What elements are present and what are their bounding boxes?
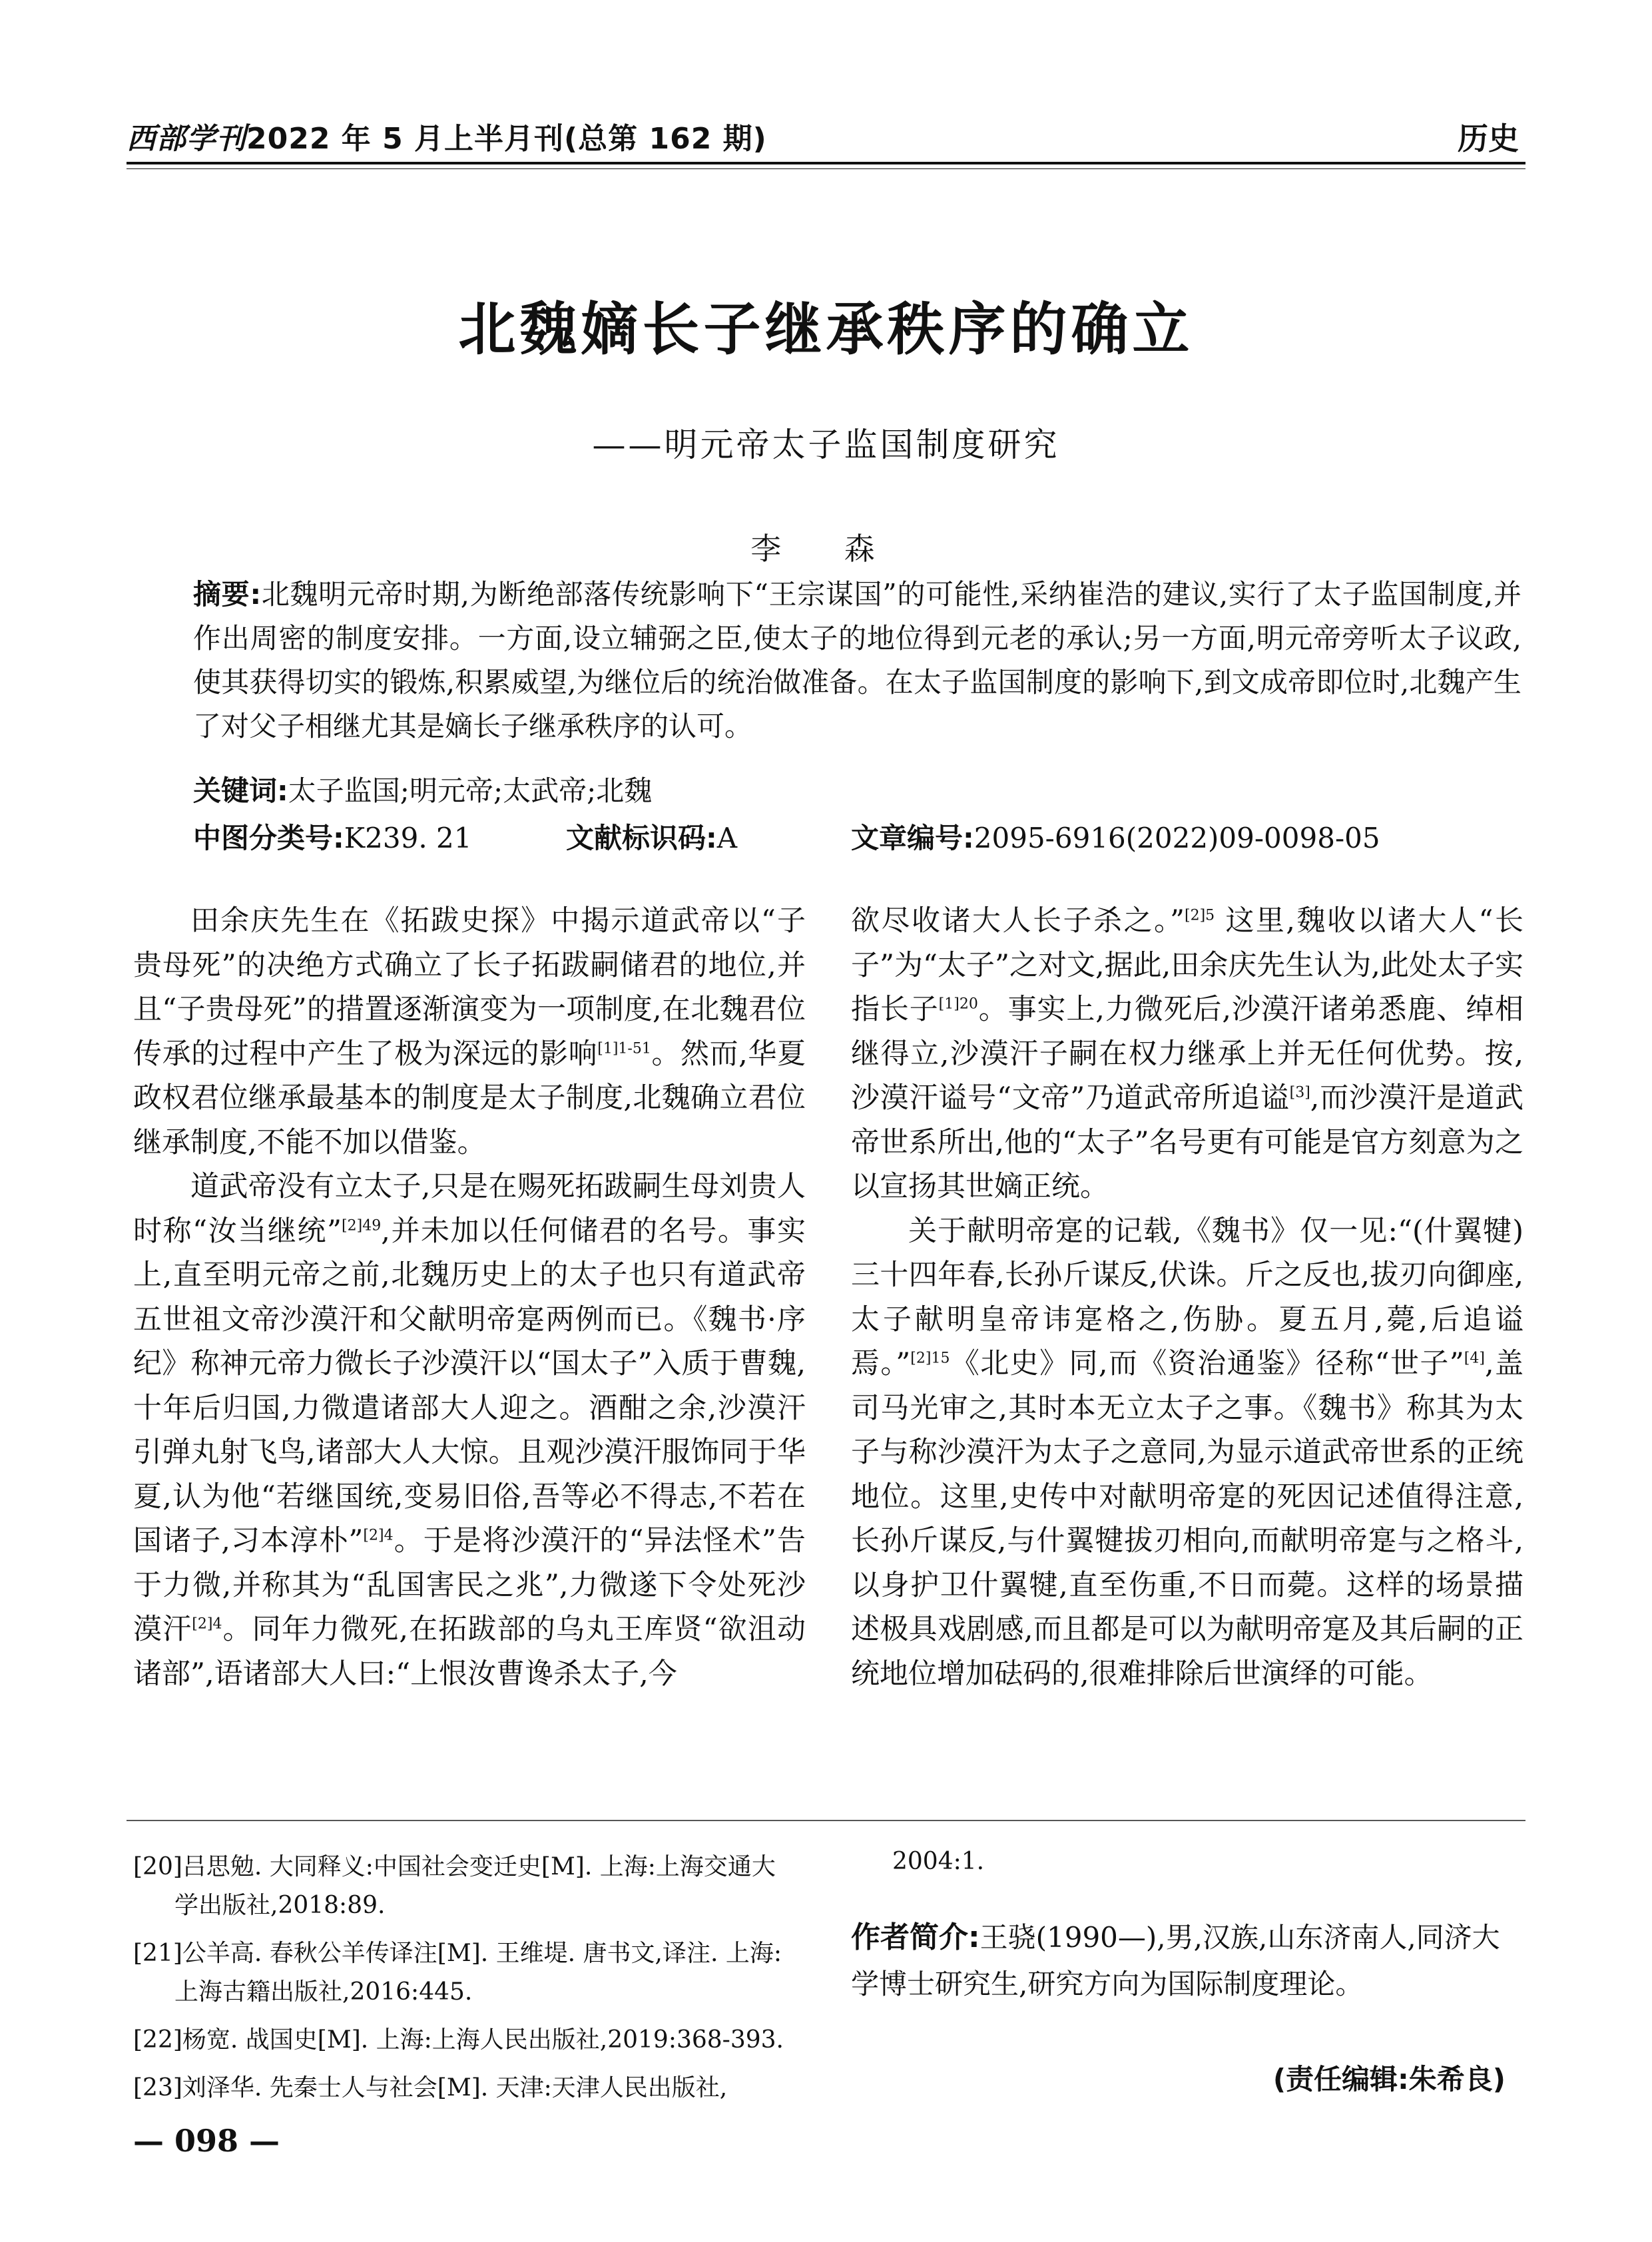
journal-header — [127, 115, 767, 157]
page-number: — 098 — — [133, 2123, 280, 2159]
author-bio-label: 作者简介: — [851, 1920, 980, 1954]
paragraph — [133, 899, 806, 1165]
paragraph-text: ,盖司马光审之,其时本无立太子之事。《魏书》称其为太子与称沙漠汗为太子之意同,为显示道武帝世系的正统地位。这里,史传中对献明帝寔的死因记述值得注意,长孙斤谋反,与什翼犍拔刃相向,而献明帝寔与之格斗,以身护卫什翼犍,直至伤重,不日而薨。这样的场景描述极具戏剧感,而且都是可以为献明帝寔及其后嗣的正统地位增加砝码的,很难排除后世演绎的可能。 — [851, 1347, 1524, 1691]
citation: [1]20 — [938, 995, 978, 1013]
citation: [2]4 — [192, 1615, 222, 1633]
keywords — [193, 769, 652, 809]
reference-list — [133, 1848, 799, 2117]
paragraph-text: 。同年力微死,在拓跋部的乌丸王库贤“欲沮动诸部”,语诸部大人曰:“上恨汝曹谗杀太子,今 — [133, 1613, 806, 1691]
header-divider-thin — [127, 168, 1525, 169]
body-column-right — [851, 899, 1523, 1696]
body-column-left — [133, 899, 806, 1696]
paragraph-text: ,并未加以任何储君的名号。事实上,直至明元帝之前,北魏历史上的太子也只有道武帝五世祖文帝沙漠汗和父献明帝寔两例而已。《魏书·序纪》称神元帝力微长子沙漠汗以“国太子”入质于曹魏,十年后归国,力微遣诸部大人迎之。酒酣之余,沙漠汗引弹丸射飞鸟,诸部大人大惊。且观沙漠汗服饰同于华夏,认为他“若继国统,变易旧俗,吾等必不得志,不若在国诸子,习本淳朴” — [133, 1214, 806, 1557]
responsible-editor: (责任编辑:朱希良) — [1272, 2063, 1506, 2096]
reference-item: [23]刘泽华. 先秦士人与社会[M]. 天津:天津人民出版社, — [133, 2074, 728, 2102]
keywords-label: 关键词: — [193, 774, 288, 807]
citation: [4] — [1464, 1350, 1485, 1367]
paragraph-text: 这里,魏收以诸大人“长子”为“太子”之对文,据此,田余庆先生认为,此处太子实指长子 — [851, 904, 1523, 1026]
clc-label: 中图分类号: — [193, 822, 344, 854]
citation: [2]4 — [363, 1527, 394, 1544]
article-number — [851, 816, 1380, 856]
keywords-text: 太子监国;明元帝;太武帝;北魏 — [288, 774, 653, 807]
clc-code — [193, 816, 471, 856]
journal-logo: 西部学刊 — [127, 122, 246, 156]
abstract-label: 摘要: — [193, 578, 262, 611]
reference-continuation: 2004:1. — [892, 1848, 985, 1875]
citation: [3] — [1289, 1084, 1310, 1101]
author-bio — [851, 1914, 1523, 2008]
clc-value: K239. 21 — [344, 822, 472, 854]
document-code-label: 文献标识码: — [566, 822, 717, 854]
article-number-value: 2095-6916(2022)09-0098-05 — [973, 822, 1380, 854]
article-number-label: 文章编号: — [851, 822, 974, 854]
paragraph-text: 。然而,华夏政权君位继承最基本的制度是太子制度,北魏确立君位继承制度,不能不加以借鉴。 — [133, 1037, 806, 1159]
header-divider — [127, 162, 1525, 164]
paragraph — [851, 899, 1523, 1209]
issue-info: 2022 年 5 月上半月刊(总第 162 期) — [246, 122, 767, 156]
paragraph-text: 。事实上,力微死后,沙漠汗诸弟悉鹿、绰相继得立,沙漠汗子嗣在权力继承上并无任何优势。按,沙漠汗谥号“文帝”乃道武帝所追谥 — [851, 993, 1523, 1115]
reference-item: [20]吕思勉. 大同释义:中国社会变迁史[M]. 上海:上海交通大学出版社,2018:89. — [133, 1853, 776, 1919]
paragraph-text: 《北史》同,而《资治通鉴》径称“世子” — [950, 1347, 1464, 1380]
paragraph-text: 田余庆先生在《拓跋史探》中揭示道武帝以“子贵母死”的决绝方式确立了长子拓跋嗣储君的地位,并且“子贵母死”的措置逐渐演变为一项制度,在北魏君位传承的过程中产生了极为深远的影响 — [133, 904, 806, 1071]
article-subtitle: ——明元帝太子监国制度研究 — [592, 425, 1060, 464]
abstract — [193, 573, 1521, 748]
article-author: 李 森 — [750, 531, 902, 567]
paragraph-text: 关于献明帝寔的记载,《魏书》仅一见:“(什翼犍)三十四年春,长孙斤谋反,伏诛。斤之反也,拔刃向御座,太子献明皇帝讳寔格之,伤胁。夏五月,薨,后追谥焉。” — [851, 1214, 1523, 1380]
abstract-text: 北魏明元帝时期,为断绝部落传统影响下“王宗谋国”的可能性,采纳崔浩的建议,实行了太子监国制度,并作出周密的制度安排。一方面,设立辅弼之臣,使太子的地位得到元老的承认;另一方面,明元帝旁听太子议政,使其获得切实的锻炼,积累威望,为继位后的统治做准备。在太子监国制度的影响下,到文成帝即位时,北魏产生了对父子相继尤其是嫡长子继承秩序的认可。 — [193, 578, 1521, 742]
citation: [2]5 — [1185, 907, 1215, 924]
reference-item: [21]公羊高. 春秋公羊传译注[M]. 王维堤. 唐书文,译注. 上海:上海古籍出版社,2016:445. — [133, 1940, 782, 2006]
paragraph-text: 欲尽收诸大人长子杀之。” — [851, 904, 1185, 938]
paragraph — [851, 1209, 1523, 1697]
reference-item: [22]杨宽. 战国史[M]. 上海:上海人民出版社,2019:368-393. — [133, 2026, 784, 2054]
author-bio-text: 王骁(1990—),男,汉族,山东济南人,同济大学博士研究生,研究方向为国际制度理论。 — [851, 1921, 1500, 2000]
paragraph-text: 。于是将沙漠汗的“异法怪术”告于力微,并称其为“乱国害民之兆”,力微遂下令处死沙漠汗 — [133, 1524, 806, 1646]
paragraph — [133, 1165, 806, 1696]
paragraph-text: ,而沙漠汗是道武帝世系所出,他的“太子”名号更有可能是官方刻意为之以宣扬其世嫡正统。 — [851, 1081, 1524, 1203]
article-title: 北魏嫡长子继承秩序的确立 — [458, 296, 1194, 363]
citation: [1]1-51 — [597, 1040, 651, 1057]
section-label: 历史 — [1458, 121, 1519, 156]
paragraph-text: 道武帝没有立太子,只是在赐死拓跋嗣生母刘贵人时称“汝当继统” — [133, 1170, 806, 1248]
document-code-value: A — [716, 822, 738, 854]
citation: [2]49 — [342, 1217, 382, 1235]
footnote-divider — [127, 1820, 1525, 1821]
document-code — [566, 816, 737, 856]
citation: [2]15 — [910, 1350, 950, 1367]
